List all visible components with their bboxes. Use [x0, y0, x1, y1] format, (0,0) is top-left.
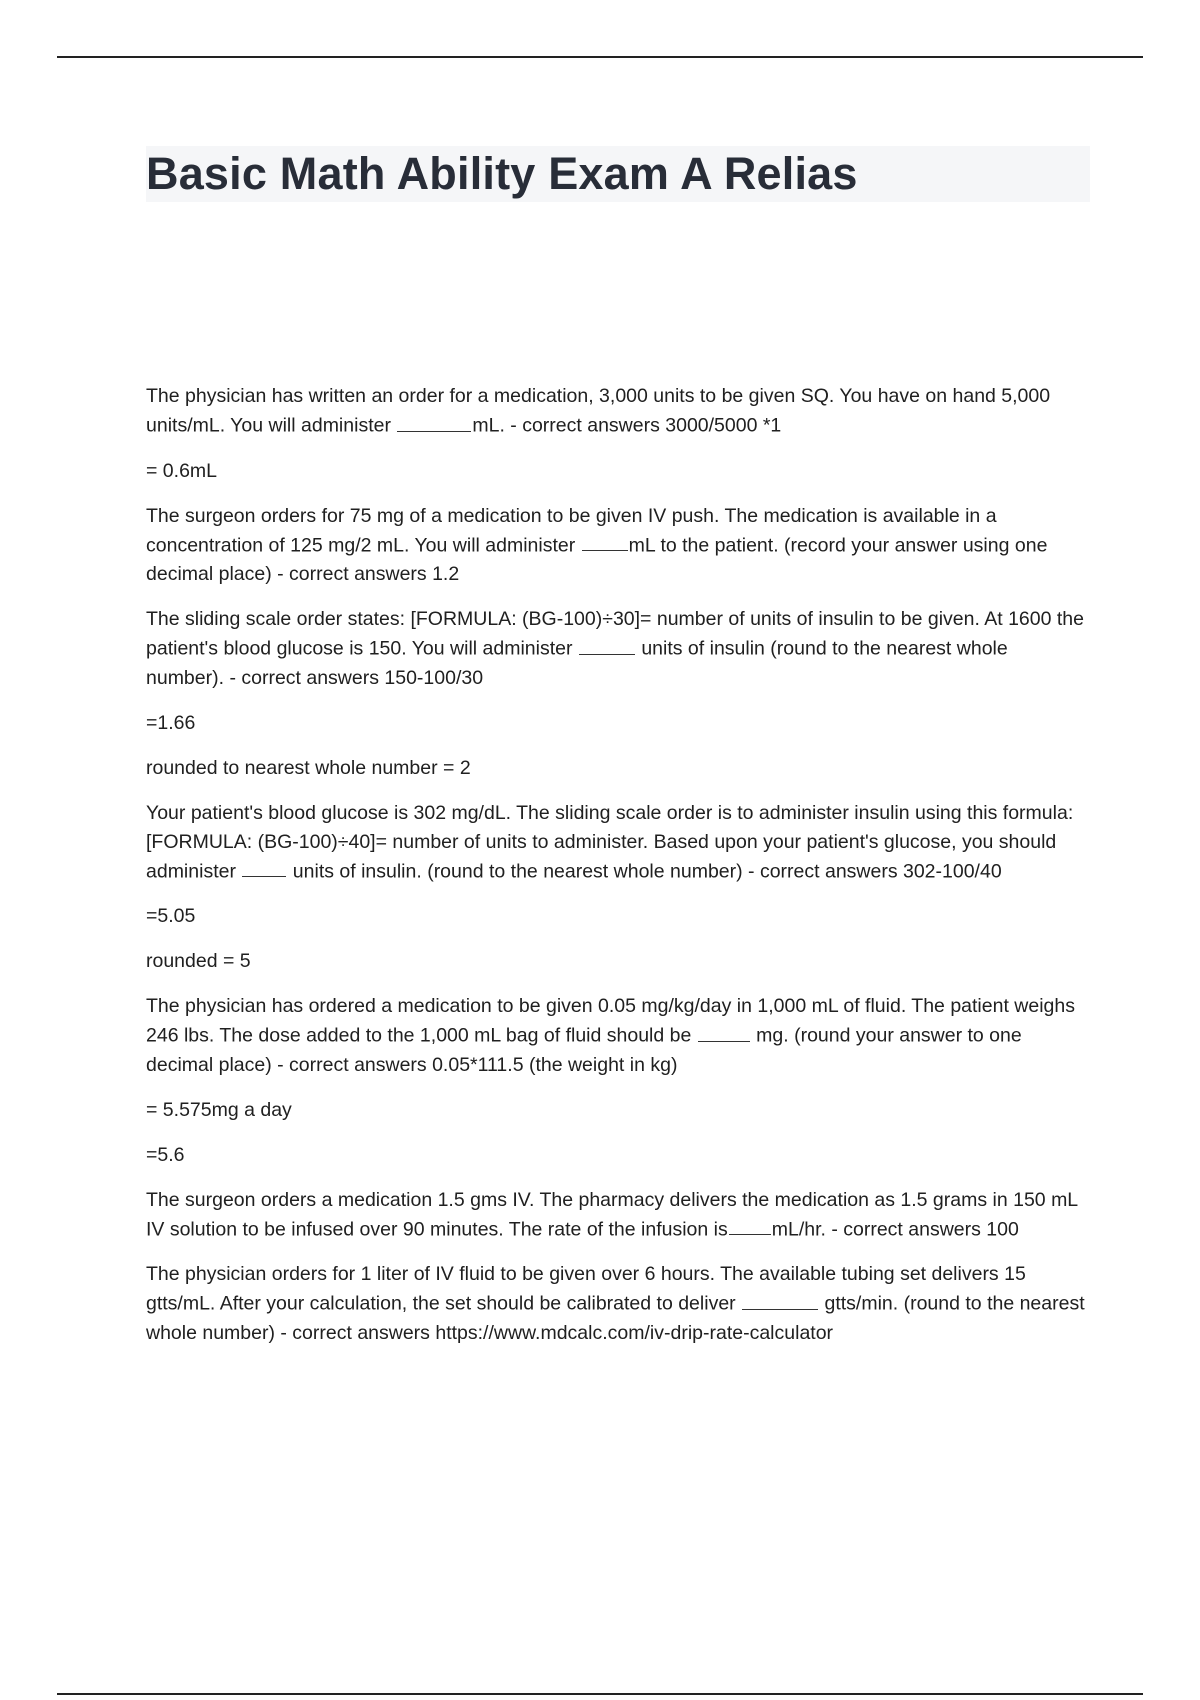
answer-line: =5.6: [146, 1143, 185, 1166]
answer-line: =1.66: [146, 711, 196, 734]
question-text: The surgeon orders a medication 1.5 gms IV. The pharmacy delivers the medication as 1.5 grams in 150 mL IV solution to be infused over 90 minutes. The rate of the infusion is: [146, 1188, 1078, 1240]
answer-blank: [742, 1289, 818, 1310]
answer-line: =5.05: [146, 905, 196, 927]
header-rule: [57, 56, 1143, 58]
question-3: [146, 605, 1090, 693]
answer-line: = 5.575mg a day: [146, 1098, 292, 1121]
question-text: The sliding scale order states: [FORMULA: (BG-100)÷30]= number of units of insulin to be given. At 1600 the patient's blood glucose is 150. You will administer: [146, 608, 1084, 660]
question-text: Your patient's blood glucose is 302 mg/dL. The sliding scale order is to administer insulin using this formula: [FORMULA: (BG-100)÷40]= number of units to administer. Based upon your patient's glucose, you should administer: [146, 801, 1074, 882]
question-text: The physician has ordered a medication to be given 0.05 mg/kg/day in 1,000 mL of fluid. The patient weighs 246 lbs. The dose added to the 1,000 mL bag of fluid should be: [146, 995, 1075, 1047]
document-body: [146, 382, 1090, 1364]
answer-blank: [397, 411, 471, 432]
answer-blank: [579, 634, 635, 655]
document-title: Basic Math Ability Exam A Relias: [146, 148, 858, 199]
question-text: The surgeon orders for 75 mg of a medication to be given IV push. The medication is available in a concentration of 125 mg/2 mL. You will administer: [146, 504, 997, 556]
answer-line: rounded = 5: [146, 950, 251, 972]
answer-line: = 0.6mL: [146, 459, 218, 482]
question-6: [146, 1186, 1090, 1245]
question-5: [146, 992, 1090, 1080]
question-text: mL/hr. - correct answers 100: [771, 1218, 1019, 1240]
answer-line: rounded to nearest whole number = 2: [146, 756, 471, 779]
answer-blank: [698, 1021, 750, 1042]
question-text: mL. - correct answers 3000/5000 *1: [472, 414, 782, 437]
question-text: The physician orders for 1 liter of IV fluid to be given over 6 hours. The available tubing set delivers 15 gtts/mL. After your calculation, the set should be calibrated to deliver: [146, 1263, 1026, 1315]
question-4: [146, 799, 1090, 887]
question-text: mL to the patient. (record your answer using one decimal place) - correct answers 1.2: [146, 534, 1048, 585]
question-text: The physician has written an order for a medication, 3,000 units to be given SQ. You have on hand 5,000 units/mL. You will administer: [146, 385, 1051, 437]
question-text: units of insulin. (round to the nearest whole number) - correct answers 302-100/40: [287, 860, 1002, 882]
footer-rule: [57, 1693, 1143, 1695]
answer-blank: [242, 857, 286, 878]
question-text: gtts/min. (round to the nearest whole number) - correct answers https://www.mdcalc.com/iv-drip-rate-calculator: [146, 1292, 1085, 1344]
question-1: [146, 382, 1090, 441]
answer-blank: [582, 531, 628, 552]
question-text: units of insulin (round to the nearest whole number). - correct answers 150-100/30: [146, 637, 1008, 689]
answer-blank: [729, 1215, 771, 1236]
question-text: mg. (round your answer to one decimal place) - correct answers 0.05*111.5 (the weight in kg): [146, 1024, 1022, 1076]
question-2: [146, 502, 1090, 590]
question-7: [146, 1260, 1090, 1348]
